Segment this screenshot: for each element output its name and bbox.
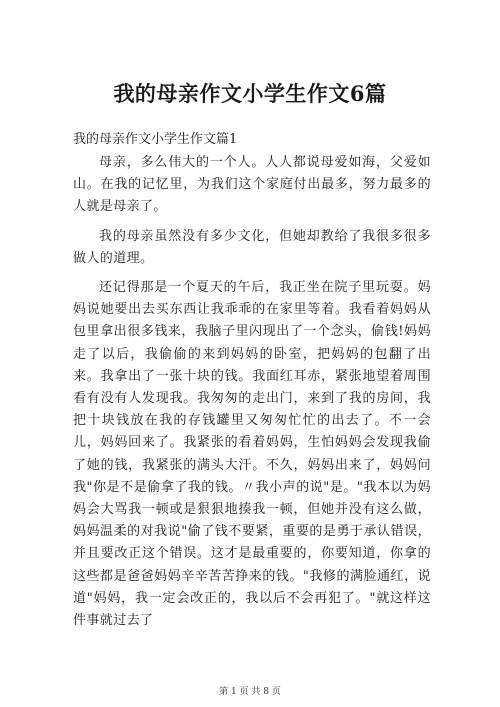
paragraph: 母亲，多么伟大的一个人。人人都说母爱如海，父爱如山。在我的记忆里，为我们这个家庭付出最多，努力最多的人就是母亲了。 xyxy=(73,155,431,215)
section-heading: 我的母亲作文小学生作文篇1 xyxy=(73,132,238,147)
document-body xyxy=(73,152,431,639)
document-title: 我的母亲作文小学生作文6篇 xyxy=(113,81,387,106)
page-number-footer: 第 1 页 共 8 页 xyxy=(219,687,281,697)
paragraph: 还记得那是一个夏天的午后，我正坐在院子里玩耍。妈妈说她要出去买东西让我乖乖的在家里等着。我看着妈妈从包里拿出很多钱来，我脑子里闪现出了一个念头，偷钱!妈妈走了以后，我偷偷的来到妈妈的卧室，把妈妈的包翻了出来。我拿出了一张十块的钱。我面红耳赤，紧张地望着周围看有没有人发现我。我匆匆的走出门，来到了我的房间，我把十块钱放在我的存钱罐里又匆匆忙忙的出去了。不一会儿，妈妈回来了。我紧张的看着妈妈，生怕妈妈会发现我偷了她的钱，我紧张的满头大汗。不久，妈妈出来了，妈妈问我"你是不是偷拿了我的钱。〃我小声的说"是。"我本以为妈妈会大骂我一顿或是狠狠地揍我一顿，但她并没有这么做，妈妈温柔的对我说"偷了钱不要紧，重要的是勇于承认错误，并且要改正这个错误。这才是最重要的，你要知道，你拿的这些都是爸爸妈妈辛辛苦苦挣来的钱。"我修的满脸通红，说道"妈妈，我一定会改正的，我以后不会再犯了。"就这样这件事就过去了 xyxy=(73,280,431,629)
paragraph: 我的母亲虽然没有多少文化，但她却教给了我很多很多做人的道理。 xyxy=(73,228,431,266)
